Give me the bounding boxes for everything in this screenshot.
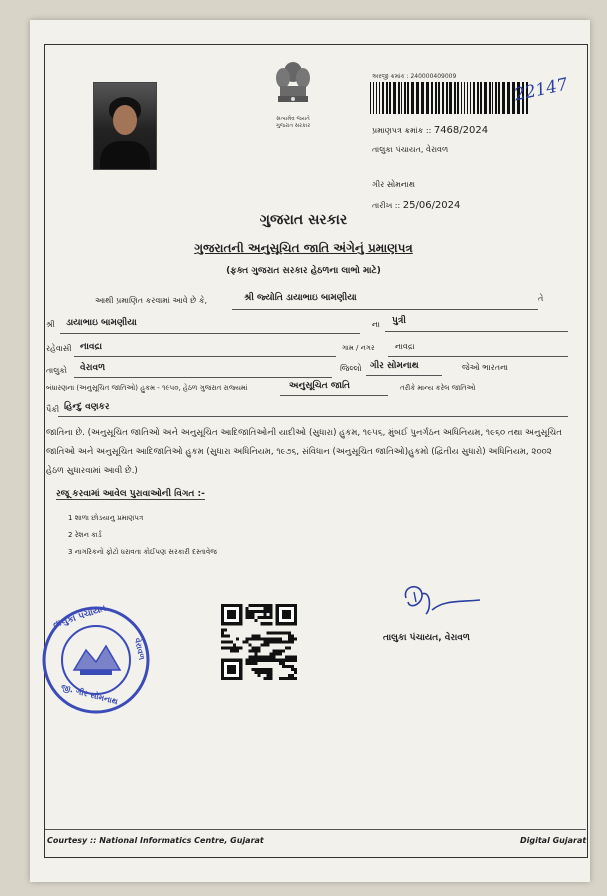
handwritten-number: 22147 — [512, 74, 570, 106]
document-item: 2 રેશન કાર્ડ — [68, 531, 102, 539]
father-prefix: શ્રી — [46, 320, 55, 329]
national-emblem-icon — [266, 58, 320, 122]
district-value: ગીર સોમનાથ — [370, 361, 419, 371]
footer-courtesy: Courtesy :: National Informatics Centre, Gujarat — [47, 836, 264, 845]
documents-heading: રજૂ કરવામાં આવેલ પુરાવાઓની વિગત :- — [56, 489, 205, 499]
seal-bottom-text: જી. ગીર સોમનાથ — [59, 682, 119, 707]
seal-top-text: તાલુકા પંચાયત — [51, 603, 108, 631]
certificate-title: ગુજરાતની અનુસૂચિત જાતિ અંગેનું પ્રમાણપત્ર — [194, 241, 413, 255]
resident-label: રહેવાસી — [46, 344, 72, 353]
document-item: 1 શાળા છોડયાનુ પ્રમાણપત્ર — [68, 514, 144, 522]
signatory-office: તાલુકા પંચાયત, વેરાવળ — [383, 633, 470, 643]
village-value: નાવદ્રા — [395, 342, 415, 351]
village-label: ગામ / નગર — [342, 344, 375, 352]
emblem-caption: સત્યમેવ જયતે ગુજરાત સરકાર — [275, 116, 311, 129]
signature-icon — [396, 580, 486, 630]
issuing-office: તાલુકા પંચાયત, વેરાવળ — [372, 145, 449, 154]
relation-label: ના — [372, 320, 380, 329]
qr-code — [221, 604, 297, 680]
caste-value: હિન્દુ વણકર — [64, 402, 110, 412]
name-suffix: તે — [538, 294, 544, 303]
issuing-district: ગીર સોમનાથ — [372, 180, 415, 189]
applicant-photo — [93, 82, 157, 170]
caste-prefix: પૈકી — [46, 405, 60, 414]
barcode — [370, 82, 530, 114]
issue-date: તારીખ :: 25/06/2024 — [372, 200, 461, 211]
taluka-value: વેરાવળ — [80, 363, 106, 373]
application-number: અરજી ક્રમાંક : 240000409009 — [372, 73, 457, 80]
certificate-number: પ્રમાણપત્ર ક્રમાંક :: 7468/2024 — [372, 125, 489, 136]
certificate-note: (ફક્ત ગુજરાત સરકાર હેઠળના લાભો માટે) — [226, 266, 381, 276]
caste-type: અનુસૂચિત જાતિ — [289, 381, 350, 391]
relation-value: પુત્રી — [392, 316, 406, 326]
father-name: ડાયાભાઇ બામણીયા — [66, 318, 137, 328]
intro-text: આથી પ્રમાણિત કરવામાં આવે છે કે, — [95, 296, 208, 305]
legal-paragraph: જાતિના છે. (અનુસૂચિત જાતિઓ અને અનુસૂચિત આદિજાતિઓની યાદીઓ (સુધારા) હુકમ, ૧૯૫૬, મુંબઈ પુનર્ગઠન અધિનિયમ, ૧૯૬૦ તથા અનુસૂચિત જાતિઓ અને અનુસૂચિત આદિજાતિઓ હુકમ (સુધારા અધિનિયમ, ૧૯૭૬, સંવિધાન (અનુસૂચિત જાતિઓ)હુકમો (દ્વિતીય સુધારો) અધિનિયમ, ૨૦૦૨ હેઠળ સુધારવામાં આવી છે.) — [46, 428, 562, 476]
caste-suffix: તરીકે માન્ય કરેલ જાતિઓ — [400, 384, 476, 392]
seal-side-text: વેરાવળ — [132, 637, 147, 661]
document-item: 3 નાગરિકનો ફોટો ધરાવતા કોઈપણ સરકારી દસ્તાવેજ — [68, 548, 217, 556]
resident-value: નાવદ્રા — [80, 342, 103, 352]
footer-brand: Digital Gujarat — [520, 836, 587, 845]
district-label: જિલ્લો — [340, 364, 362, 373]
taluka-label: તાલુકો — [46, 366, 67, 375]
government-title: ગુજરાત સરકાર — [259, 212, 348, 228]
district-suffix: જેઓ ભારતના — [462, 363, 509, 372]
constitution-text: બંધારણના (અનુસૂચિત જાતિઓ) હુકમ - ૧૯૫૦, હેઠળ ગુજરાત રાજ્યમાં — [46, 384, 248, 392]
applicant-name: શ્રી જ્યોતિ ડાયાભાઇ બામણીયા — [244, 293, 357, 303]
